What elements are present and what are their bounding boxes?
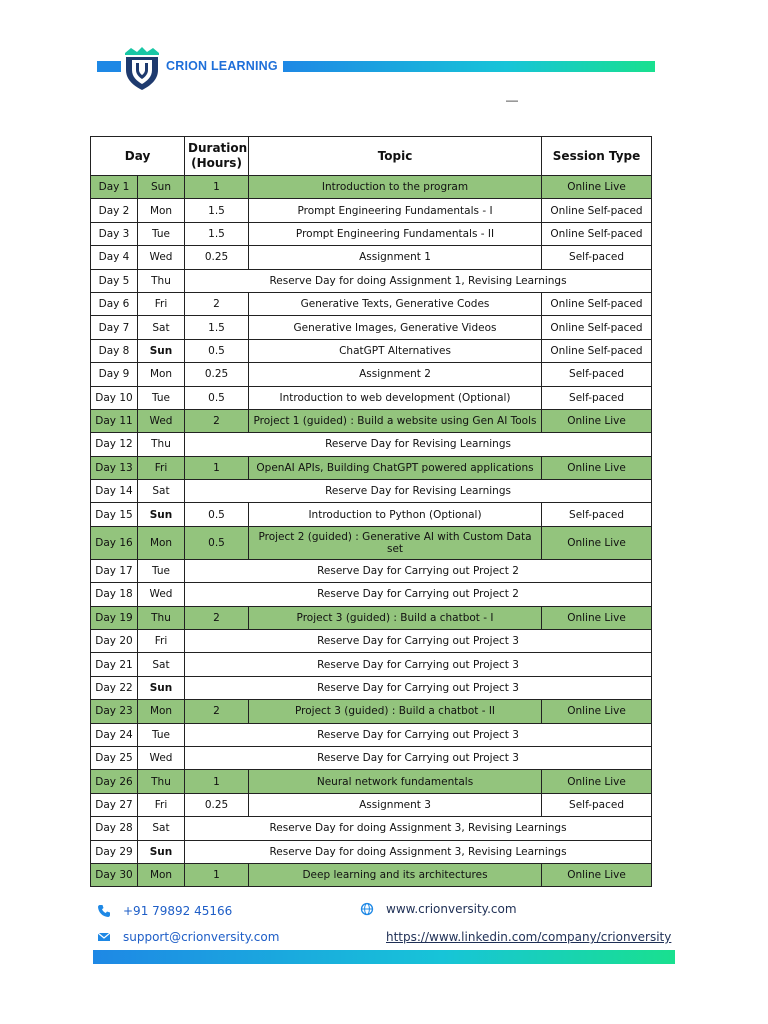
day-cell: Day 2: [91, 199, 138, 222]
table-row: [91, 863, 652, 886]
column-header-duration-label: Duration (Hours): [188, 141, 248, 170]
weekday-cell: Sun: [138, 339, 185, 362]
topic-cell: Prompt Engineering Fundamentals - II: [249, 222, 542, 245]
table-row: [91, 559, 652, 582]
weekday-cell: Wed: [138, 409, 185, 432]
reserve-cell: Reserve Day for doing Assignment 3, Revising Learnings: [185, 817, 652, 840]
duration-cell: 1: [185, 176, 249, 199]
day-cell: Day 5: [91, 269, 138, 292]
table-row: [91, 316, 652, 339]
day-cell: Day 21: [91, 653, 138, 676]
session-type-cell: Online Self-paced: [542, 222, 652, 245]
topic-cell: Generative Texts, Generative Codes: [249, 292, 542, 315]
table-row: [91, 653, 652, 676]
weekday-cell: Tue: [138, 723, 185, 746]
session-type-cell: Online Live: [542, 863, 652, 886]
duration-cell: 0.5: [185, 386, 249, 409]
table-row: [91, 292, 652, 315]
schedule-body: [91, 176, 652, 887]
session-type-cell: Self-paced: [542, 363, 652, 386]
weekday-cell: Mon: [138, 363, 185, 386]
day-cell: Day 10: [91, 386, 138, 409]
session-type-cell: Self-paced: [542, 503, 652, 526]
day-cell: Day 15: [91, 503, 138, 526]
duration-cell: 1.5: [185, 316, 249, 339]
table-row: [91, 700, 652, 723]
day-cell: Day 28: [91, 817, 138, 840]
duration-cell: 1: [185, 863, 249, 886]
weekday-cell: Fri: [138, 793, 185, 816]
column-header-topic: Topic: [249, 137, 542, 176]
contact-email[interactable]: support@crionversity.com: [123, 930, 280, 944]
day-cell: Day 9: [91, 363, 138, 386]
reserve-cell: Reserve Day for Revising Learnings: [185, 480, 652, 503]
weekday-cell: Fri: [138, 456, 185, 479]
day-cell: Day 7: [91, 316, 138, 339]
session-type-cell: Online Live: [542, 770, 652, 793]
column-header-session-type: Session Type: [542, 137, 652, 176]
weekday-cell: Sat: [138, 817, 185, 840]
day-cell: Day 30: [91, 863, 138, 886]
day-cell: Day 13: [91, 456, 138, 479]
table-row: [91, 456, 652, 479]
duration-cell: 0.5: [185, 339, 249, 362]
contact-phone[interactable]: +91 79892 45166: [123, 904, 233, 918]
session-type-cell: Self-paced: [542, 793, 652, 816]
schedule-table: [90, 136, 652, 887]
table-row: [91, 770, 652, 793]
topic-cell: Project 3 (guided) : Build a chatbot - I: [249, 606, 542, 629]
globe-icon: [360, 902, 374, 916]
header-bar-right: [283, 61, 655, 72]
day-cell: Day 17: [91, 559, 138, 582]
day-cell: Day 19: [91, 606, 138, 629]
table-row: [91, 339, 652, 362]
table-row: [91, 676, 652, 699]
table-row: [91, 526, 652, 559]
day-cell: Day 3: [91, 222, 138, 245]
duration-cell: 1.5: [185, 199, 249, 222]
reserve-cell: Reserve Day for Carrying out Project 3: [185, 746, 652, 769]
topic-cell: Generative Images, Generative Videos: [249, 316, 542, 339]
table-row: [91, 409, 652, 432]
header-bar-left: [97, 61, 121, 72]
table-row: [91, 793, 652, 816]
weekday-cell: Sat: [138, 316, 185, 339]
header-dash: —: [506, 93, 518, 107]
session-type-cell: Online Live: [542, 606, 652, 629]
weekday-cell: Mon: [138, 700, 185, 723]
duration-cell: 0.25: [185, 246, 249, 269]
weekday-cell: Mon: [138, 526, 185, 559]
topic-cell: Project 1 (guided) : Build a website using Gen AI Tools: [249, 409, 542, 432]
topic-cell: Prompt Engineering Fundamentals - I: [249, 199, 542, 222]
day-cell: Day 1: [91, 176, 138, 199]
day-cell: Day 25: [91, 746, 138, 769]
session-type-cell: Self-paced: [542, 386, 652, 409]
table-row: [91, 246, 652, 269]
topic-cell: Deep learning and its architectures: [249, 863, 542, 886]
column-header-duration: [185, 137, 249, 176]
session-type-cell: Online Live: [542, 526, 652, 559]
table-row: [91, 503, 652, 526]
contact-website[interactable]: www.crionversity.com: [386, 902, 517, 916]
weekday-cell: Sat: [138, 480, 185, 503]
weekday-cell: Sat: [138, 653, 185, 676]
table-row: [91, 480, 652, 503]
duration-cell: 2: [185, 606, 249, 629]
day-cell: Day 29: [91, 840, 138, 863]
duration-cell: 0.5: [185, 526, 249, 559]
weekday-cell: Tue: [138, 222, 185, 245]
table-row: [91, 363, 652, 386]
duration-cell: 1.5: [185, 222, 249, 245]
duration-cell: 1: [185, 456, 249, 479]
table-row: [91, 746, 652, 769]
weekday-cell: Wed: [138, 246, 185, 269]
table-row: [91, 606, 652, 629]
session-type-cell: Online Self-paced: [542, 199, 652, 222]
session-type-cell: Self-paced: [542, 246, 652, 269]
table-row: [91, 199, 652, 222]
topic-cell: Project 2 (guided) : Generative AI with Custom Data set: [249, 526, 542, 559]
day-cell: Day 24: [91, 723, 138, 746]
day-cell: Day 4: [91, 246, 138, 269]
topic-cell: Neural network fundamentals: [249, 770, 542, 793]
reserve-cell: Reserve Day for doing Assignment 1, Revising Learnings: [185, 269, 652, 292]
table-row: [91, 630, 652, 653]
contact-linkedin-link[interactable]: https://www.linkedin.com/company/crionversity: [386, 930, 672, 944]
duration-cell: 0.25: [185, 793, 249, 816]
reserve-cell: Reserve Day for Carrying out Project 2: [185, 559, 652, 582]
weekday-cell: Wed: [138, 583, 185, 606]
weekday-cell: Mon: [138, 863, 185, 886]
envelope-icon: [97, 930, 111, 944]
session-type-cell: Online Live: [542, 456, 652, 479]
reserve-cell: Reserve Day for doing Assignment 3, Revising Learnings: [185, 840, 652, 863]
topic-cell: Assignment 2: [249, 363, 542, 386]
day-cell: Day 11: [91, 409, 138, 432]
day-cell: Day 14: [91, 480, 138, 503]
session-type-cell: Online Live: [542, 409, 652, 432]
weekday-cell: Mon: [138, 199, 185, 222]
table-row: [91, 386, 652, 409]
day-cell: Day 23: [91, 700, 138, 723]
weekday-cell: Thu: [138, 606, 185, 629]
topic-cell: OpenAI APIs, Building ChatGPT powered applications: [249, 456, 542, 479]
table-row: [91, 723, 652, 746]
shield-logo-icon: [121, 44, 163, 92]
session-type-cell: Online Live: [542, 700, 652, 723]
day-cell: Day 20: [91, 630, 138, 653]
session-type-cell: Online Self-paced: [542, 339, 652, 362]
weekday-cell: Fri: [138, 292, 185, 315]
topic-cell: Project 3 (guided) : Build a chatbot - II: [249, 700, 542, 723]
day-cell: Day 18: [91, 583, 138, 606]
topic-cell: Introduction to the program: [249, 176, 542, 199]
day-cell: Day 26: [91, 770, 138, 793]
table-row: [91, 222, 652, 245]
table-header-row: [91, 137, 652, 176]
weekday-cell: Thu: [138, 770, 185, 793]
reserve-cell: Reserve Day for Carrying out Project 3: [185, 630, 652, 653]
column-header-day: Day: [91, 137, 185, 176]
session-type-cell: Online Self-paced: [542, 292, 652, 315]
reserve-cell: Reserve Day for Carrying out Project 3: [185, 676, 652, 699]
footer-bar: [93, 950, 675, 964]
weekday-cell: Thu: [138, 433, 185, 456]
day-cell: Day 27: [91, 793, 138, 816]
brand-name: CRION LEARNING: [166, 59, 278, 73]
table-row: [91, 176, 652, 199]
day-cell: Day 8: [91, 339, 138, 362]
topic-cell: ChatGPT Alternatives: [249, 339, 542, 362]
reserve-cell: Reserve Day for Carrying out Project 3: [185, 723, 652, 746]
table-row: [91, 817, 652, 840]
topic-cell: Introduction to Python (Optional): [249, 503, 542, 526]
day-cell: Day 22: [91, 676, 138, 699]
weekday-cell: Wed: [138, 746, 185, 769]
day-cell: Day 16: [91, 526, 138, 559]
weekday-cell: Sun: [138, 840, 185, 863]
phone-icon: [97, 904, 111, 918]
weekday-cell: Sun: [138, 503, 185, 526]
duration-cell: 1: [185, 770, 249, 793]
topic-cell: Introduction to web development (Optional): [249, 386, 542, 409]
duration-cell: 2: [185, 700, 249, 723]
weekday-cell: Fri: [138, 630, 185, 653]
session-type-cell: Online Live: [542, 176, 652, 199]
duration-cell: 2: [185, 409, 249, 432]
table-row: [91, 583, 652, 606]
table-row: [91, 840, 652, 863]
table-row: [91, 269, 652, 292]
weekday-cell: Sun: [138, 676, 185, 699]
session-type-cell: Online Self-paced: [542, 316, 652, 339]
duration-cell: 0.5: [185, 503, 249, 526]
table-row: [91, 433, 652, 456]
weekday-cell: Tue: [138, 559, 185, 582]
topic-cell: Assignment 1: [249, 246, 542, 269]
duration-cell: 2: [185, 292, 249, 315]
topic-cell: Assignment 3: [249, 793, 542, 816]
weekday-cell: Sun: [138, 176, 185, 199]
weekday-cell: Tue: [138, 386, 185, 409]
weekday-cell: Thu: [138, 269, 185, 292]
day-cell: Day 6: [91, 292, 138, 315]
reserve-cell: Reserve Day for Carrying out Project 3: [185, 653, 652, 676]
reserve-cell: Reserve Day for Carrying out Project 2: [185, 583, 652, 606]
reserve-cell: Reserve Day for Revising Learnings: [185, 433, 652, 456]
day-cell: Day 12: [91, 433, 138, 456]
duration-cell: 0.25: [185, 363, 249, 386]
